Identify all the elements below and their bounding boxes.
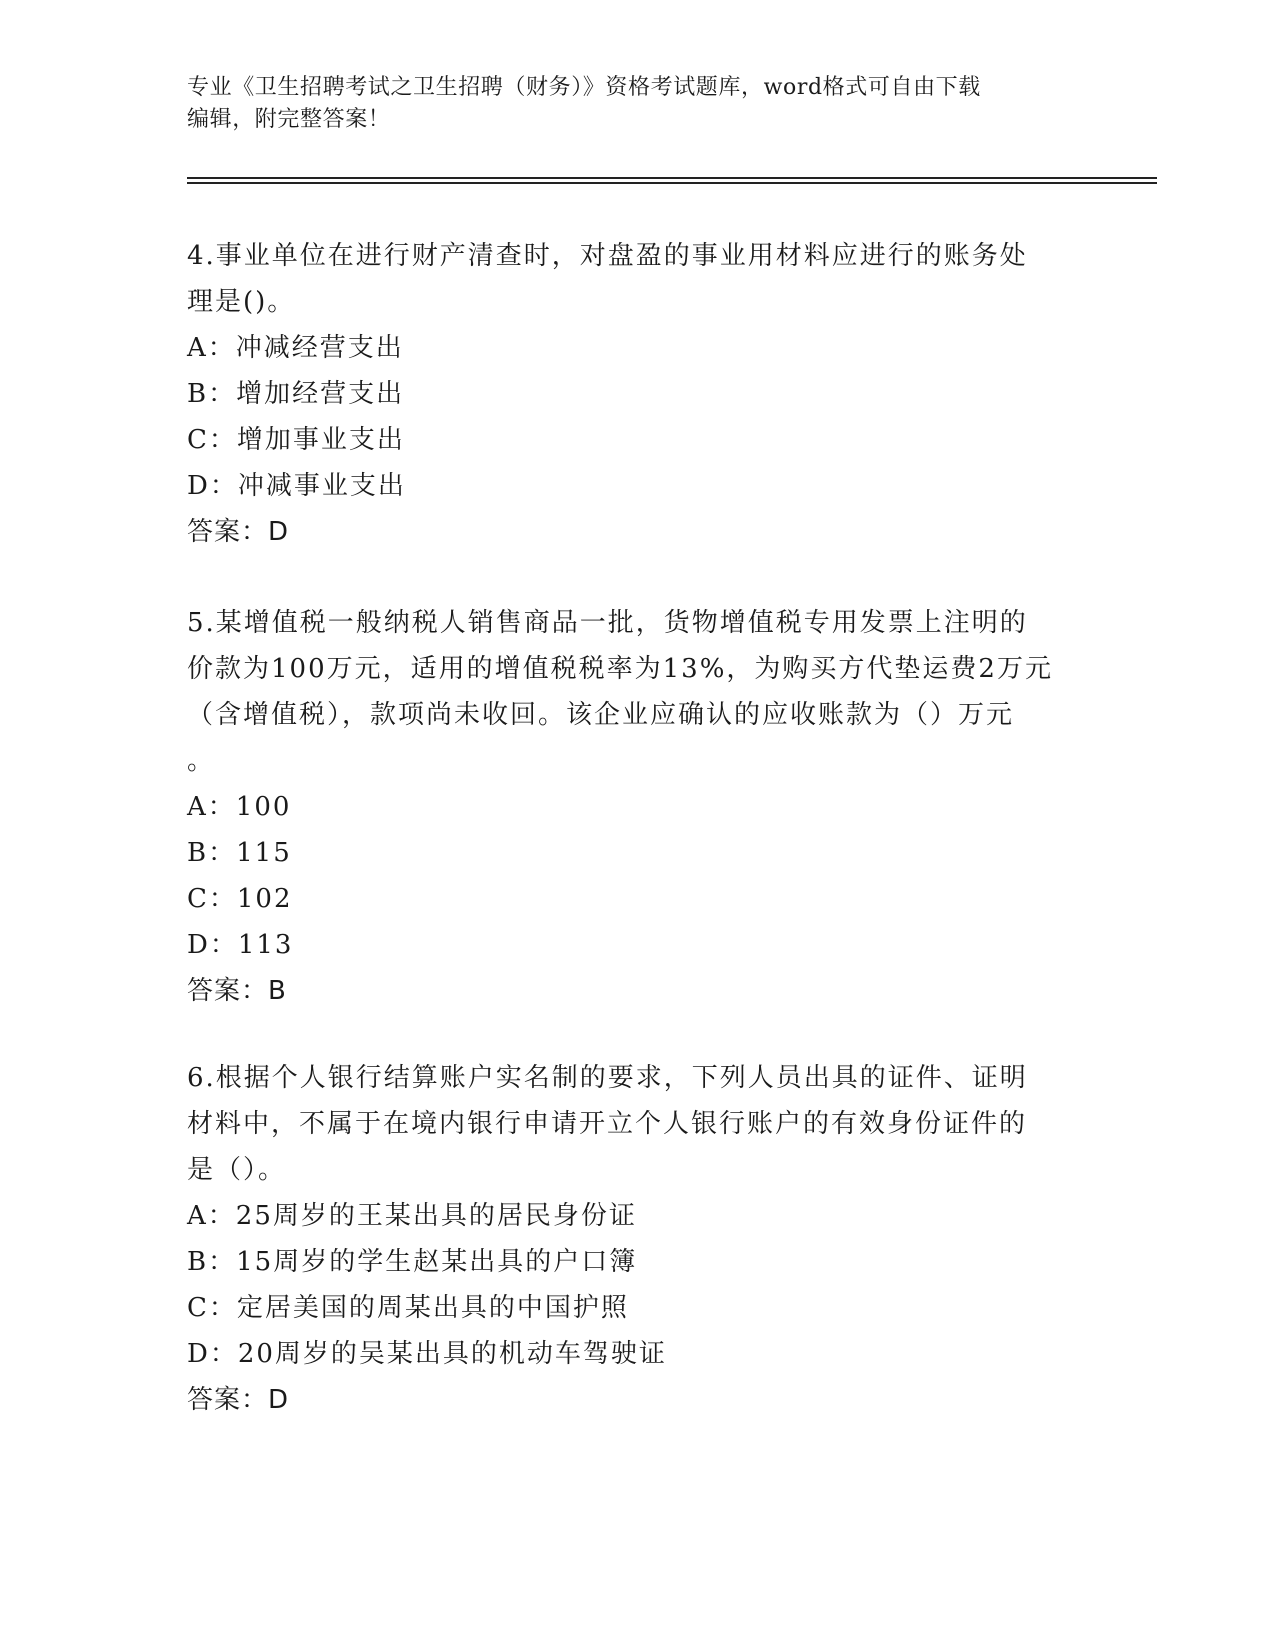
question-stem: [187, 233, 1107, 325]
options-list: [187, 325, 1107, 509]
options-list: [187, 784, 1107, 968]
option-c: C：定居美国的周某出具的中国护照: [187, 1293, 629, 1323]
stem-line: （含增值税），款项尚未收回。该企业应确认的应收账款为（）万元: [187, 700, 1015, 730]
stem-line: 6.根据个人银行结算账户实名制的要求，下列人员出具的证件、证明: [187, 1063, 1028, 1093]
option-d: D：20周岁的吴某出具的机动车驾驶证: [187, 1339, 667, 1369]
question-stem: [187, 1055, 1107, 1193]
document-header: [187, 72, 1087, 136]
answer-line: 答案：B: [187, 976, 287, 1006]
header-line-1: 专业《卫生招聘考试之卫生招聘（财务）》资格考试题库，word格式可自由下载: [187, 75, 981, 100]
options-list: [187, 1193, 1107, 1377]
option-d: D：113: [187, 930, 294, 960]
option-a: A：25周岁的王某出具的居民身份证: [187, 1201, 637, 1231]
stem-line: 价款为100万元，适用的增值税税率为13%，为购买方代垫运费2万元: [187, 654, 1053, 684]
option-b: B：增加经营支出: [187, 379, 405, 409]
question-6: [187, 1055, 1107, 1423]
option-b: B：15周岁的学生赵某出具的户口簿: [187, 1247, 638, 1277]
stem-line: 材料中，不属于在境内银行申请开立个人银行账户的有效身份证件的: [187, 1109, 1028, 1139]
stem-line: 4.事业单位在进行财产清查时，对盘盈的事业用材料应进行的账务处: [187, 241, 1028, 271]
option-b: B：115: [187, 838, 292, 868]
answer-line: 答案：D: [187, 1385, 290, 1415]
header-divider-bottom: [187, 182, 1157, 184]
question-stem: [187, 600, 1107, 784]
option-a: A：冲减经营支出: [187, 333, 404, 363]
option-c: C：增加事业支出: [187, 425, 405, 455]
question-5: [187, 600, 1107, 1014]
header-line-2: 编辑，附完整答案！: [187, 107, 391, 132]
stem-line: 理是()。: [187, 287, 296, 317]
stem-line: 是（）。: [187, 1155, 287, 1185]
option-c: C：102: [187, 884, 293, 914]
stem-line: 5.某增值税一般纳税人销售商品一批，货物增值税专用发票上注明的: [187, 608, 1028, 638]
stem-line: 。: [187, 746, 216, 776]
option-d: D：冲减事业支出: [187, 471, 406, 501]
answer-line: 答案：D: [187, 517, 290, 547]
option-a: A：100: [187, 792, 292, 822]
question-4: [187, 233, 1107, 555]
header-divider-top: [187, 177, 1157, 179]
